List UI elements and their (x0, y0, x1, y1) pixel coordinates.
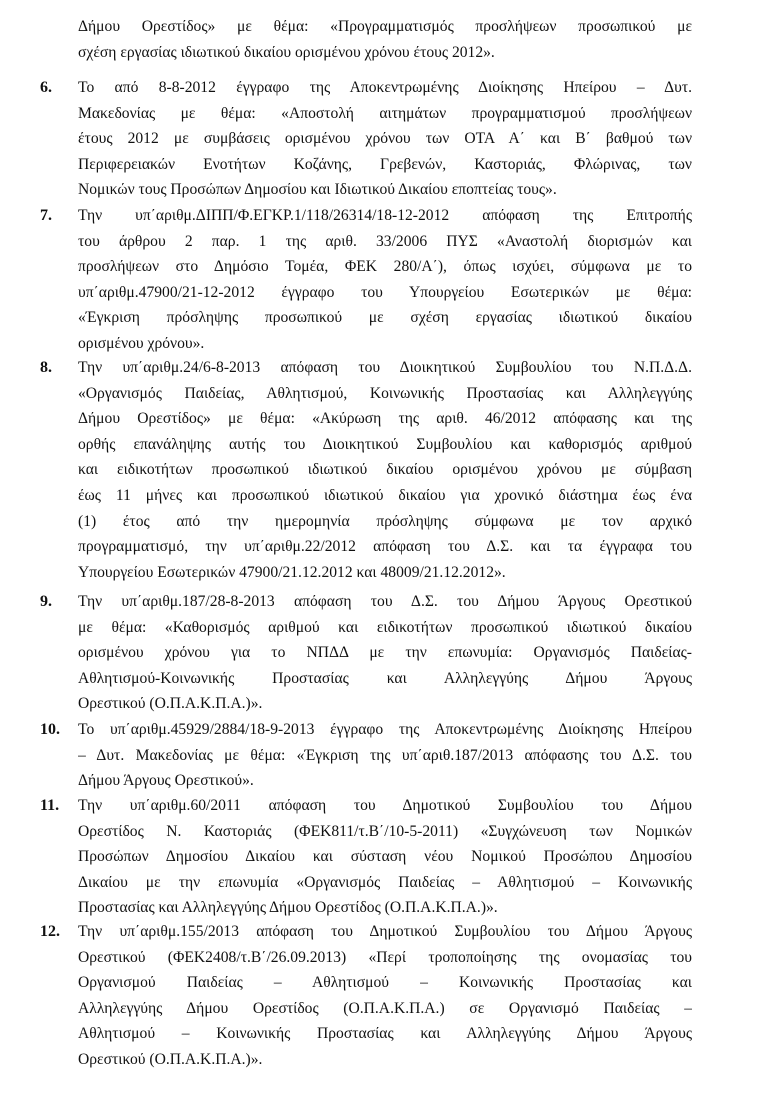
list-item (0, 203, 771, 357)
item-number: 9. (40, 593, 52, 610)
item-text-line: Δικαίου με την επωνυμία «Οργανισμός Παιδείας – Αθλητισμού – Κοινωνικής (78, 873, 692, 891)
item-text-line: (1) έτος από την ημερομηνία πρόσληψης σύμφωνα με τον αρχικό (78, 512, 692, 530)
item-text-line: ορισμένου χρόνου για το ΝΠΔΔ με την επωνυμία: Οργανισμός Παιδείας- (78, 644, 692, 662)
item-text-line: Υπουργείου Εσωτερικών 47900/21.12.2012 και 48009/21.12.2012». (78, 563, 506, 581)
item-number: 10. (40, 721, 60, 738)
item-text-line: Μακεδονίας με θέμα: «Αποστολή αιτημάτων προγραμματισμού προσλήψεων (78, 104, 692, 122)
list-item (0, 919, 771, 1073)
item-text-line: «Οργανισμός Παιδείας, Αθλητισμού, Κοινωνικής Προστασίας και Αλληλεγγύης (78, 384, 692, 402)
item-number: 7. (40, 207, 52, 224)
list-item (0, 355, 771, 585)
item-text-line: Αλληλεγγύης Δήμου Ορεστίδος (Ο.Π.Α.Κ.Π.Α.) σε Οργανισμό Παιδείας – (78, 999, 692, 1017)
list-item (0, 793, 771, 921)
item-text-line: Δήμου Ορεστίδος» με θέμα: «Προγραμματισμός προσλήψεων προσωπικού με (78, 18, 692, 35)
item-number: 8. (40, 359, 52, 376)
item-text-line: Οργανισμού Παιδείας – Αθλητισμού – Κοινωνικής Προστασίας και (78, 974, 692, 992)
item-text-line: σχέση εργασίας ιδιωτικού δικαίου ορισμένου χρόνου έτους 2012». (78, 43, 495, 61)
item-text-line: Περιφερειακών Ενοτήτων Κοζάνης, Γρεβενών, Καστοριάς, Φλώρινας, των (78, 155, 692, 173)
item-text-line: Δήμου Άργους Ορεστικού». (78, 772, 254, 790)
item-text-line: Προσώπων Δημοσίου Δικαίου και σύσταση νέου Νομικού Προσώπου Δημοσίου (78, 848, 692, 866)
item-text-line: Την υπ΄αριθμ.187/28-8-2013 απόφαση του Δ.Σ. του Δήμου Άργους Ορεστικού (78, 593, 692, 610)
item-text-line: Ορεστικού (Ο.Π.Α.Κ.Π.Α.)». (78, 695, 263, 713)
item-text-line: Ορεστικού (ΦΕΚ2408/τ.Β΄/26.09.2013) «Περί τροποποίησης της ονομασίας του (78, 948, 692, 966)
item-text-line: Δήμου Ορεστίδος» με θέμα: «Ακύρωση της αριθ. 46/2012 απόφασης και της (78, 410, 692, 428)
item-number: 12. (40, 923, 60, 940)
item-text-line: έτους 2012 με συμβάσεις ορισμένου χρόνου των ΟΤΑ Α΄ και Β΄ βαθμού των (78, 130, 692, 148)
item-text-line: Προστασίας και Αλληλεγγύης Δήμου Ορεστίδος (Ο.Π.Α.Κ.Π.Α.)». (78, 899, 498, 917)
item-text-line: Την υπ΄αριθμ.60/2011 απόφαση του Δημοτικού Συμβουλίου του Δήμου (78, 797, 692, 814)
item-text-line: Την υπ΄αριθμ.24/6-8-2013 απόφαση του Διοικητικού Συμβουλίου του Ν.Π.Δ.Δ. (78, 359, 692, 376)
list-item (0, 14, 771, 65)
list-item (0, 75, 771, 203)
item-text-line: Την υπ΄αριθμ.155/2013 απόφαση του Δημοτικού Συμβουλίου του Δήμου Άργους (78, 923, 692, 940)
item-text-line: και ειδικοτήτων προσωπικού ιδιωτικού δικαίου ορισμένου χρόνου με σύμβαση (78, 461, 692, 479)
item-text-line: Νομικών τους Προσώπων Δημοσίου και Ιδιωτικού Δικαίου εποπτείας τους». (78, 181, 557, 199)
item-number: 11. (40, 797, 60, 814)
item-text-line: προγραμματισμό, την υπ΄αριθμ.22/2012 απόφαση του Δ.Σ. και τα έγγραφα του (78, 538, 692, 556)
item-text-line: – Δυτ. Μακεδονίας με θέμα: «Έγκριση της υπ΄αριθ.187/2013 απόφασης του Δ.Σ. του (78, 746, 692, 764)
item-text-line: Το από 8-8-2012 έγγραφο της Αποκεντρωμένης Διοίκησης Ηπείρου – Δυτ. (78, 79, 692, 96)
item-text-line: υπ΄αριθμ.47900/21-12-2012 έγγραφο του Υπουργείου Εσωτερικών με θέμα: (78, 283, 692, 301)
item-text-line: Το υπ΄αριθμ.45929/2884/18-9-2013 έγγραφο της Αποκεντρωμένης Διοίκησης Ηπείρου (78, 721, 692, 738)
item-number: 6. (40, 79, 52, 96)
item-text-line: έως 11 μήνες και προσωπικού ιδιωτικού δικαίου για χρονικό διάστημα έως ένα (78, 486, 692, 504)
item-text-line: Αθλητισμού-Κοινωνικής Προστασίας και Αλληλεγγύης Δήμου Άργους (78, 669, 692, 687)
item-text-line: Την υπ΄αριθμ.ΔΙΠΠ/Φ.ΕΓΚΡ.1/118/26314/18-12-2012 απόφαση της Επιτροπής (78, 207, 692, 224)
item-text-line: Ορεστίδος Ν. Καστοριάς (ΦΕΚ811/τ.Β΄/10-5-2011) «Συγχώνευση των Νομικών (78, 822, 692, 840)
item-text-line: Αθλητισμού – Κοινωνικής Προστασίας και Αλληλεγγύης Δήμου Άργους (78, 1025, 692, 1043)
item-text-line: προσλήψεων στο Δημόσιο Τομέα, ΦΕΚ 280/Α΄), όπως ισχύει, σύμφωνα με το (78, 258, 692, 276)
item-text-line: του άρθρου 2 παρ. 1 της αριθ. 33/2006 ΠΥΣ «Αναστολή διορισμών και (78, 232, 692, 250)
item-text-line: ορισμένου χρόνου». (78, 334, 205, 352)
list-item (0, 589, 771, 717)
item-text-line: με θέμα: «Καθορισμός αριθμού και ειδικοτήτων προσωπικού ιδιωτικού δικαίου (78, 618, 692, 636)
list-item (0, 717, 771, 794)
item-text-line: Ορεστικού (Ο.Π.Α.Κ.Π.Α.)». (78, 1050, 263, 1068)
item-text-line: ορθής επανάληψης αυτής του Διοικητικού Συμβουλίου και καθορισμός αριθμού (78, 435, 692, 453)
item-text-line: «Έγκριση πρόσληψης προσωπικού με σχέση εργασίας ιδιωτικού δικαίου (78, 309, 692, 327)
